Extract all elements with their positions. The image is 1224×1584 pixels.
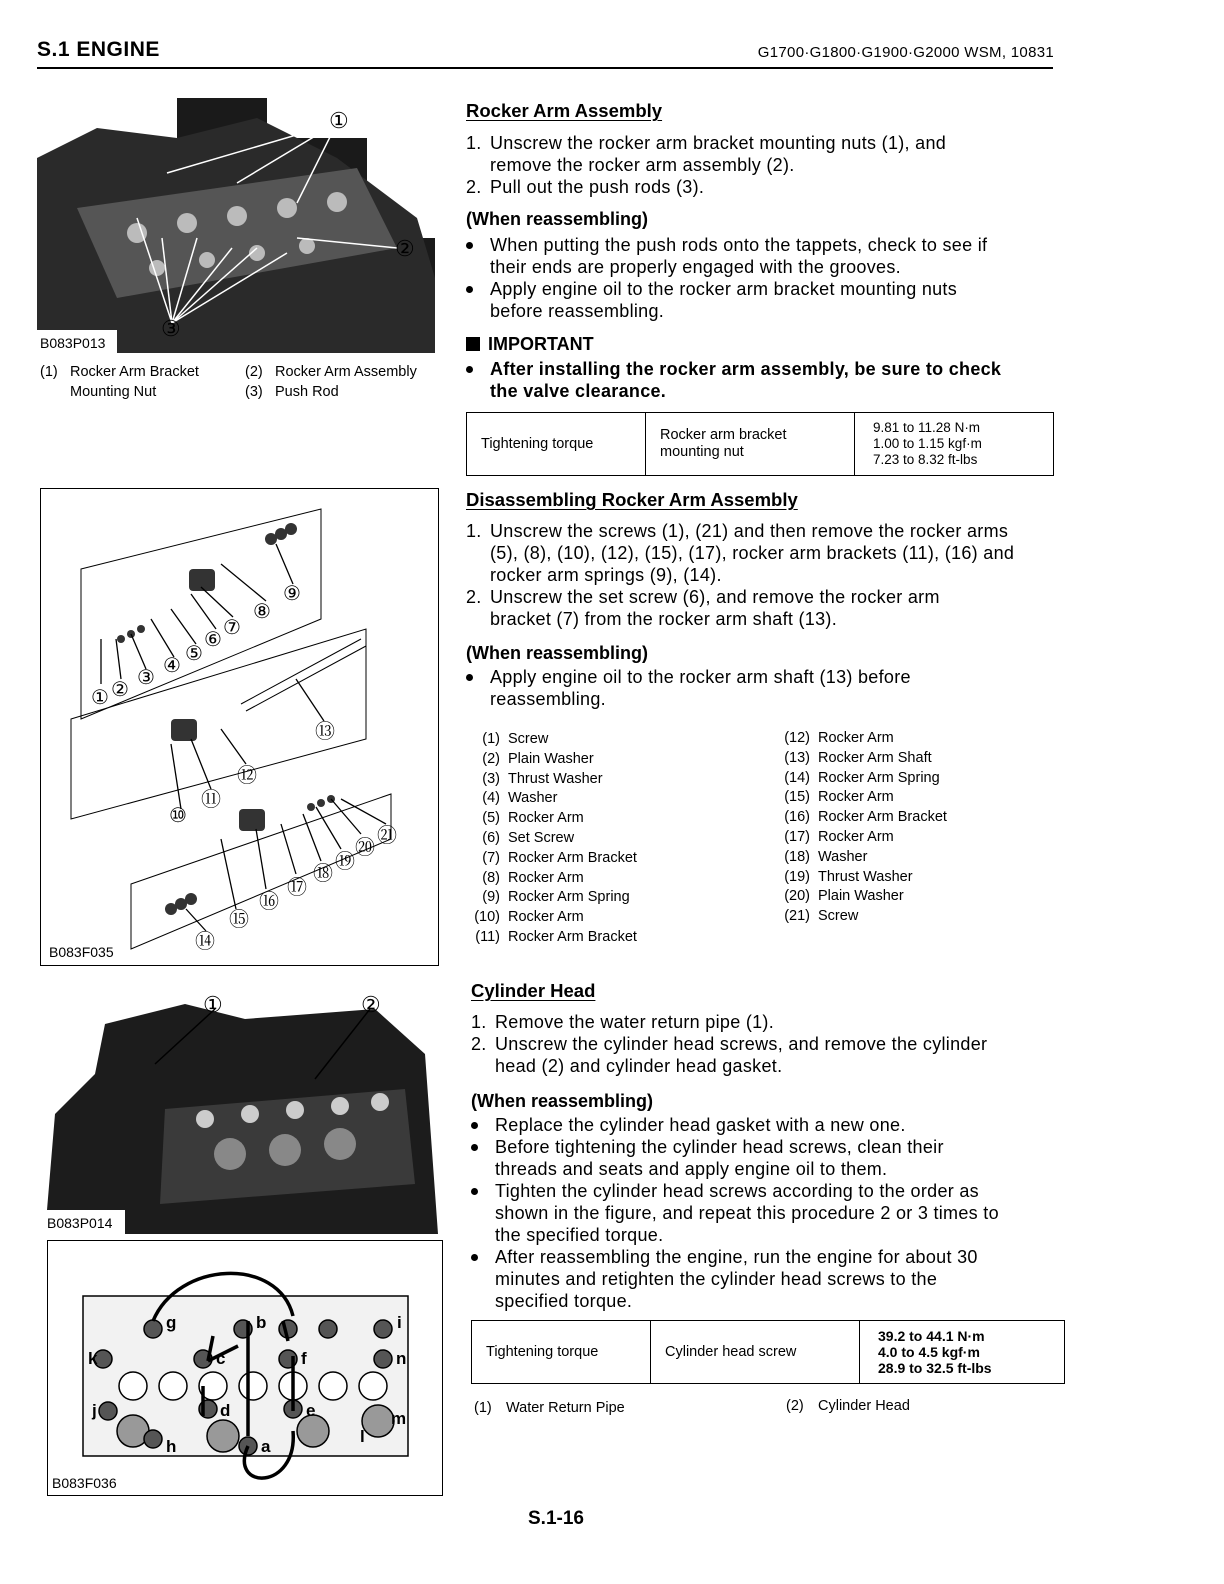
bolt-label-c: c <box>216 1349 226 1368</box>
list-item: (4) Washer <box>482 790 558 807</box>
bolt-label-a: a <box>261 1437 271 1456</box>
torque-value: 28.9 to 32.5 ft-lbs <box>878 1360 992 1376</box>
bolt-label-b: b <box>256 1313 267 1332</box>
tightening-order-art <box>48 1241 442 1495</box>
callout-1: ① <box>329 108 349 133</box>
bullet-line: Replace the cylinder head gasket with a new one. <box>495 1115 906 1135</box>
list-item: (9) Rocker Arm Spring <box>482 889 630 906</box>
figure-label: B083P013 <box>40 335 106 351</box>
torque-part-cell <box>651 1321 860 1384</box>
callout-14: ⑭ <box>195 931 215 953</box>
callout-2: ② <box>361 994 381 1017</box>
callout-16: ⑯ <box>259 891 279 913</box>
bullet-item <box>471 1136 1061 1180</box>
callout-2: ② <box>395 236 415 261</box>
bullet-line: shown in the figure, and repeat this procedure 2 or 3 times to <box>495 1203 999 1223</box>
list-item: (11) Rocker Arm Bracket <box>475 928 637 945</box>
bullet-item <box>466 278 1056 322</box>
callout-17: ⑰ <box>287 877 307 899</box>
header-rule <box>37 67 1053 69</box>
cylinder-head-steps <box>471 1011 1061 1079</box>
list-item: (3) Thrust Washer <box>482 770 603 787</box>
bolt-label-i: i <box>397 1313 402 1332</box>
list-item: (14) Rocker Arm Spring <box>784 769 940 786</box>
callout-2: ② <box>111 679 129 701</box>
bullet-line: specified torque. <box>495 1291 633 1311</box>
bullet-item <box>471 1180 1061 1246</box>
page-number: S.1-16 <box>528 1508 584 1529</box>
bolt-label-k: k <box>88 1349 98 1368</box>
bullet-line: When putting the push rods onto the tappets, check to see if <box>490 235 988 255</box>
tightening-order-diagram <box>47 1240 443 1496</box>
callout-3: ③ <box>137 667 155 689</box>
torque-value: 9.81 to 11.28 N·m <box>873 420 981 435</box>
list-item: (7) Rocker Arm Bracket <box>482 849 637 866</box>
step-number: 2. <box>466 177 482 197</box>
step-line: rocker arm springs (9), (14). <box>490 565 722 585</box>
bullet-icon <box>471 1188 478 1195</box>
bolt-label-e: e <box>306 1401 316 1420</box>
list-item: (15) Rocker Arm <box>784 789 894 806</box>
step-1 <box>471 1011 1061 1033</box>
bullet-line: the specified torque. <box>495 1225 664 1245</box>
list-item: (16) Rocker Arm Bracket <box>784 809 947 826</box>
callout-1: ① <box>91 687 109 709</box>
torque-label-cell <box>467 413 646 476</box>
callout-4: ④ <box>163 655 181 677</box>
bullet-icon <box>466 674 473 681</box>
caption-text: Rocker Arm Assembly <box>275 364 417 380</box>
step-line: Unscrew the cylinder head screws, and remove the cylinder <box>495 1034 988 1054</box>
list-item: (5) Rocker Arm <box>482 810 584 827</box>
callout-19: ⑲ <box>335 851 355 873</box>
parts-list-left <box>462 730 762 948</box>
list-item: (1) Screw <box>482 731 549 747</box>
bullet-line: before reassembling. <box>490 301 665 321</box>
important-line: the valve clearance. <box>490 381 667 401</box>
torque-value-cell <box>855 413 1054 476</box>
callout-21: ㉑ <box>377 825 397 847</box>
bullet-item <box>471 1246 1061 1312</box>
step-number: 1. <box>466 521 482 541</box>
torque-value: 4.0 to 4.5 kgf·m <box>878 1344 980 1360</box>
step-number: 1. <box>466 133 482 153</box>
bullet-line: reassembling. <box>490 689 606 709</box>
important-heading <box>466 334 594 355</box>
torque-label: Tightening torque <box>486 1344 599 1360</box>
bolt-label-g: g <box>166 1313 177 1332</box>
important-line: After installing the rocker arm assembly, be sure to check <box>490 359 1002 379</box>
bullet-icon <box>471 1122 478 1129</box>
callout-11: ⑪ <box>201 789 221 811</box>
list-item: (6) Set Screw <box>482 829 575 846</box>
step-line: Unscrew the rocker arm bracket mounting nuts (1), and <box>490 133 947 153</box>
bullet-icon <box>471 1254 478 1261</box>
step-2 <box>466 176 1056 198</box>
rocker-arm-exploded-diagram <box>40 488 439 966</box>
rocker-torque-table <box>466 412 1054 476</box>
bolt-label-m: m <box>391 1409 407 1428</box>
step-line: bracket (7) from the rocker arm shaft (13). <box>490 609 837 629</box>
bolt-label-l: l <box>360 1427 365 1446</box>
cylinder-head-captions <box>474 1398 1064 1422</box>
step-number: 1. <box>471 1012 487 1032</box>
cylinder-head-bullets <box>471 1114 1061 1314</box>
bolt-label-d: d <box>220 1401 231 1420</box>
torque-value: 39.2 to 44.1 N·m <box>878 1328 985 1344</box>
list-item: (2) Plain Washer <box>482 750 594 767</box>
important-note <box>466 358 1056 404</box>
list-item: (20) Plain Washer <box>784 888 904 905</box>
torque-part-line: Rocker arm bracket <box>660 427 787 443</box>
callout-13: ⑬ <box>315 721 335 743</box>
callout-9: ⑨ <box>283 583 301 605</box>
list-item: (17) Rocker Arm <box>784 828 894 845</box>
bullet-line: Tighten the cylinder head screws according to the order as <box>495 1181 979 1201</box>
callout-5: ⑤ <box>185 643 203 665</box>
bullet-line: Apply engine oil to the rocker arm shaft (13) before <box>490 667 911 687</box>
step-line: Unscrew the set screw (6), and remove the rocker arm <box>490 587 940 607</box>
torque-part-line: mounting nut <box>660 444 744 460</box>
step-line: Remove the water return pipe (1). <box>495 1012 775 1032</box>
step-line: head (2) and cylinder head gasket. <box>495 1056 783 1076</box>
bullet-icon <box>466 366 473 373</box>
caption-num: (2) <box>786 1398 804 1414</box>
callout-10: ⑩ <box>169 805 187 827</box>
figure-label: B083F035 <box>49 944 114 960</box>
disassembling-title: Disassembling Rocker Arm Assembly <box>466 489 798 510</box>
disassembling-steps <box>466 520 1056 632</box>
list-item: (21) Screw <box>784 908 859 925</box>
caption-text: Water Return Pipe <box>506 1400 625 1416</box>
figure-label: B083F036 <box>52 1475 117 1491</box>
bullet-item <box>471 1114 1061 1136</box>
section-title: S.1 ENGINE <box>37 38 160 61</box>
bullet-line: threads and seats and apply engine oil to them. <box>495 1159 888 1179</box>
important-label: IMPORTANT <box>488 334 594 354</box>
step-number: 2. <box>471 1034 487 1054</box>
caption-text: Push Rod <box>275 384 339 400</box>
fig1-caption <box>40 362 440 404</box>
callout-7: ⑦ <box>223 617 241 639</box>
list-item: (18) Washer <box>784 848 868 865</box>
torque-value: 1.00 to 1.15 kgf·m <box>873 436 982 451</box>
step-line: (5), (8), (10), (12), (15), (17), rocker arm brackets (11), (16) and <box>490 543 1015 563</box>
caption-text: Rocker Arm Bracket <box>70 364 199 380</box>
callout-3: ③ <box>161 316 181 341</box>
callout-12: ⑫ <box>237 765 257 787</box>
important-square-icon <box>466 337 480 351</box>
reassembling-heading: (When reassembling) <box>471 1091 654 1111</box>
bolt-label-n: n <box>396 1349 407 1368</box>
step-line: Pull out the push rods (3). <box>490 177 705 197</box>
step-number: 2. <box>466 587 482 607</box>
exploded-diagram-art <box>41 489 438 965</box>
callout-6: ⑥ <box>204 629 222 651</box>
torque-part-cell <box>646 413 855 476</box>
caption-text: Cylinder Head <box>818 1398 910 1414</box>
list-item: (8) Rocker Arm <box>482 869 584 886</box>
step-1 <box>466 132 1056 176</box>
cylinder-head-photo-art <box>45 994 438 1234</box>
step-2 <box>466 586 1056 630</box>
torque-label-cell <box>472 1321 651 1384</box>
list-item: (12) Rocker Arm <box>784 730 894 746</box>
cylinder-head-photo <box>45 994 438 1234</box>
caption-num: (1) <box>40 364 58 380</box>
step-2 <box>471 1033 1061 1077</box>
callout-20: ⑳ <box>355 837 375 859</box>
torque-value: 7.23 to 8.32 ft-lbs <box>873 452 978 467</box>
bullet-line: After reassembling the engine, run the engine for about 30 <box>495 1247 978 1267</box>
cylinder-head-title: Cylinder Head <box>471 980 596 1001</box>
bolt-label-h: h <box>166 1437 177 1456</box>
bullet-icon <box>466 242 473 249</box>
rocker-arm-photo <box>37 98 435 353</box>
caption-num: (3) <box>245 384 263 400</box>
torque-label: Tightening torque <box>481 436 594 452</box>
step-1 <box>466 520 1056 586</box>
list-item: (19) Thrust Washer <box>784 868 913 885</box>
bullet-icon <box>471 1144 478 1151</box>
bullet-line: their ends are properly engaged with the grooves. <box>490 257 901 277</box>
table-row <box>472 1321 1065 1384</box>
caption-num: (1) <box>474 1400 492 1416</box>
bolt-label-f: f <box>301 1349 307 1368</box>
bolt-label-j: j <box>92 1401 97 1420</box>
rocker-assembly-steps <box>466 132 1056 202</box>
callout-1: ① <box>203 994 223 1017</box>
torque-value-cell <box>860 1321 1065 1384</box>
bullet-line: Apply engine oil to the rocker arm bracket mounting nuts <box>490 279 958 299</box>
reassembling-heading: (When reassembling) <box>466 643 649 663</box>
table-row <box>467 413 1054 476</box>
bullet-line: minutes and retighten the cylinder head screws to the <box>495 1269 938 1289</box>
bullet-icon <box>466 286 473 293</box>
rocker-assembly-title: Rocker Arm Assembly <box>466 100 663 121</box>
callout-8: ⑧ <box>253 601 271 623</box>
cylinder-torque-table <box>471 1320 1065 1384</box>
rocker-assembly-bullets <box>466 234 1056 324</box>
step-line: Unscrew the screws (1), (21) and then remove the rocker arms <box>490 521 1009 541</box>
torque-part: Cylinder head screw <box>665 1344 797 1360</box>
caption-num: (2) <box>245 364 263 380</box>
parts-list-right <box>772 729 1062 927</box>
step-line: remove the rocker arm assembly (2). <box>490 155 795 175</box>
manual-id: G1700·G1800·G1900·G2000 WSM, 10831 <box>757 44 1054 61</box>
bullet-line: Before tightening the cylinder head screws, clean their <box>495 1137 944 1157</box>
caption-text: Mounting Nut <box>70 384 157 400</box>
reassembling-heading: (When reassembling) <box>466 209 649 229</box>
callout-18: ⑱ <box>313 863 333 885</box>
callout-15: ⑮ <box>229 909 249 931</box>
disassembling-bullets <box>466 666 1056 712</box>
figure-label: B083P014 <box>47 1215 113 1231</box>
rocker-arm-photo-art <box>37 98 435 353</box>
list-item: (13) Rocker Arm Shaft <box>784 749 932 766</box>
list-item: (10) Rocker Arm <box>474 909 584 926</box>
bullet-item <box>466 234 1056 278</box>
